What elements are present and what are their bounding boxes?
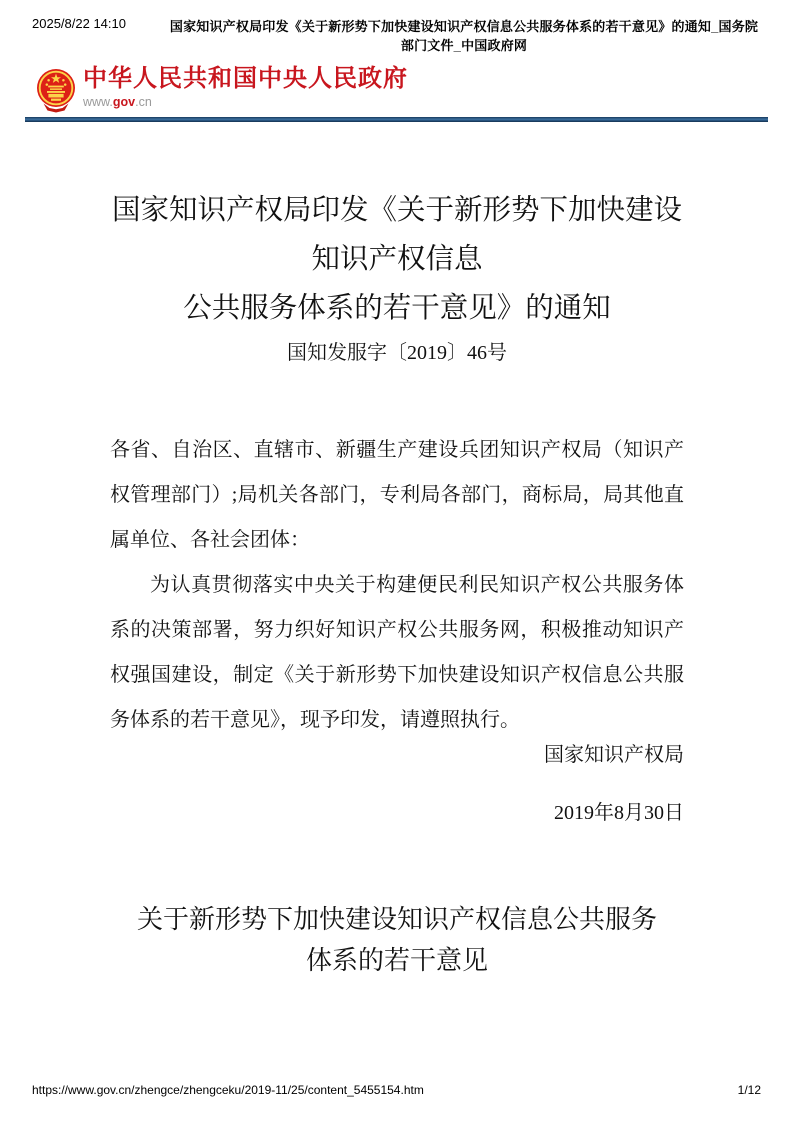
addressee-paragraph: 各省、自治区、直辖市、新疆生产建设兵团知识产权局（知识产权管理部门）;局机关各部门，专利局各部门，商标局，局其他直属单位、各社会团体： — [110, 439, 684, 551]
site-brand-title: 中华人民共和国中央人民政府 — [83, 65, 408, 92]
print-footer-url: https://www.gov.cn/zhengce/zhengceku/2019-11/25/content_5455154.htm — [32, 1083, 424, 1097]
document-number: 国知发服字〔2019〕46号 — [287, 342, 507, 364]
attachment-title-line-2: 体系的若干意见 — [305, 946, 488, 975]
site-url-www: www. — [83, 95, 113, 109]
header-divider-bar — [25, 117, 768, 122]
document-title — [110, 186, 684, 333]
body-paragraph: 为认真贯彻落实中央关于构建便民利民知识产权公共服务体系的决策部署，努力织好知识产权公共服务网，积极推动知识产权强国建设，制定《关于新形势下加快建设知识产权信息公共服务体系的若干意见》，现予印发，请遵照执行。 — [110, 574, 684, 731]
issuing-authority: 国家知识产权局 — [544, 744, 684, 766]
site-url-cn: .cn — [135, 95, 152, 109]
print-page-title: 国家知识产权局印发《关于新形势下加快建设知识产权信息公共服务体系的若干意见》的通知_国务院部门文件_中国政府网 — [169, 19, 759, 53]
national-emblem-icon — [36, 68, 76, 120]
document-title-line-1: 国家知识产权局印发《关于新形势下加快建设 — [111, 195, 682, 226]
document-title-line-2: 知识产权信息 — [311, 244, 483, 275]
attachment-title — [85, 899, 709, 981]
attachment-title-line-1: 关于新形势下加快建设知识产权信息公共服务 — [136, 905, 657, 934]
print-datetime: 2025/8/22 14:10 — [32, 16, 126, 31]
document-title-line-3: 公共服务体系的若干意见》的通知 — [183, 293, 611, 324]
print-footer — [32, 1083, 761, 1097]
site-header — [25, 66, 768, 122]
site-url-gov: gov — [112, 95, 136, 109]
issue-date: 2019年8月30日 — [554, 802, 684, 824]
print-header — [32, 16, 761, 54]
print-footer-page-number: 1/12 — [737, 1083, 761, 1097]
site-url — [83, 94, 408, 110]
